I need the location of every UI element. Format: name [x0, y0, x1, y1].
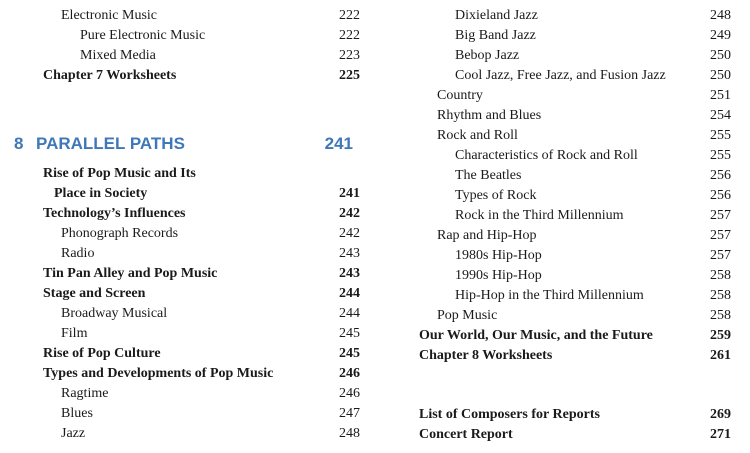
toc-entry-title: Radio [61, 246, 95, 261]
toc-entry [400, 86, 745, 106]
toc-entry-title: Pop Music [437, 308, 498, 323]
toc-entry-page: 258 [710, 308, 731, 323]
toc-entry-title: Rhythm and Blues [437, 108, 542, 123]
toc-entry [0, 6, 360, 26]
toc-entry [0, 344, 360, 364]
toc-entry-title: Hip-Hop in the Third Millennium [455, 288, 644, 303]
toc-entry-title: Types of Rock [455, 188, 537, 203]
toc-entry [0, 26, 360, 46]
toc-entry [400, 266, 745, 286]
chapter-title: PARALLEL PATHS [36, 134, 185, 153]
chapter-number: 8 [14, 134, 24, 153]
toc-entry [0, 164, 360, 184]
toc-entry-page: 249 [710, 28, 731, 43]
toc-entry [400, 146, 745, 166]
toc-entry [0, 384, 360, 404]
toc-entry [0, 324, 360, 344]
toc-entry-title: Rock in the Third Millennium [455, 208, 624, 223]
toc-entry-page: 248 [710, 8, 731, 23]
toc-entry-title: Concert Report [419, 427, 513, 442]
toc-entry [0, 46, 360, 66]
toc-entry-title: List of Composers for Reports [419, 407, 600, 422]
toc-entry-page: 255 [710, 148, 731, 163]
toc-entry [0, 424, 360, 444]
toc-entry-title: Phonograph Records [61, 226, 179, 241]
toc-entry-page: 257 [710, 228, 731, 243]
toc-entry [0, 264, 360, 284]
toc-entry-title: Cool Jazz, Free Jazz, and Fusion Jazz [455, 68, 666, 83]
toc-entry-page: 261 [710, 348, 731, 363]
chapter-heading [14, 131, 353, 157]
toc-entry [400, 425, 745, 445]
toc-entry-title: Country [437, 88, 483, 103]
toc-entry-title: Characteristics of Rock and Roll [455, 148, 638, 163]
toc-entry-page: 242 [339, 226, 360, 241]
toc-entry-page: 222 [339, 28, 360, 43]
toc-entry [400, 186, 745, 206]
toc-entry-page: 256 [710, 168, 731, 183]
toc-entry-page: 258 [710, 288, 731, 303]
toc-entry [400, 346, 745, 366]
toc-entry-title: Broadway Musical [61, 306, 168, 321]
toc-entry [0, 66, 360, 86]
toc-entry-page: 241 [339, 186, 360, 201]
toc-entry [0, 304, 360, 324]
toc-entry [400, 66, 745, 86]
toc-entry-title: Dixieland Jazz [455, 8, 538, 23]
toc-entry-page: 244 [339, 306, 360, 321]
toc-entry [400, 246, 745, 266]
toc-entry-page: 225 [339, 68, 360, 83]
toc-entry-title: Rise of Pop Culture [43, 346, 161, 361]
toc-entry [0, 244, 360, 264]
toc-entry-title: Place in Society [54, 186, 148, 201]
toc-entry [400, 106, 745, 126]
toc-entry-page: 271 [710, 427, 731, 442]
toc-entry-page: 246 [339, 386, 360, 401]
toc-entry-title: Bebop Jazz [455, 48, 520, 63]
toc-entry [400, 286, 745, 306]
toc-entry-title: Chapter 7 Worksheets [43, 68, 177, 83]
toc-entry-title: Jazz [61, 426, 86, 441]
toc-entry-page: 245 [339, 346, 360, 361]
toc-entry-title: Rise of Pop Music and Its [43, 166, 196, 181]
toc-entry [0, 404, 360, 424]
toc-entry-page: 246 [339, 366, 360, 381]
toc-entry [400, 226, 745, 246]
toc-entry [400, 26, 745, 46]
toc-entry-title: Mixed Media [80, 48, 156, 63]
toc-entry [400, 306, 745, 326]
toc-entry-page: 247 [339, 406, 360, 421]
toc-entry-title: Big Band Jazz [455, 28, 536, 43]
toc-entry-title: Chapter 8 Worksheets [419, 348, 553, 363]
chapter-page: 241 [324, 134, 353, 153]
toc-entry-page: 250 [710, 68, 731, 83]
toc-entry-title: Stage and Screen [43, 286, 146, 301]
toc-entry-page: 248 [339, 426, 360, 441]
toc-entry [400, 126, 745, 146]
toc-entry-page: 242 [339, 206, 360, 221]
toc-entry [400, 326, 745, 346]
toc-entry-title: Film [61, 326, 88, 341]
toc-entry-page: 243 [339, 266, 360, 281]
toc-entry-page: 257 [710, 248, 731, 263]
toc-entry [400, 46, 745, 66]
toc-entry [0, 364, 360, 384]
toc-entry-page: 223 [339, 48, 360, 63]
toc-entry-page: 256 [710, 188, 731, 203]
toc-entry-page: 254 [710, 108, 731, 123]
toc-entry-title: Our World, Our Music, and the Future [419, 328, 653, 343]
toc-entry-page: 222 [339, 8, 360, 23]
toc-entry-page: 250 [710, 48, 731, 63]
toc-entry-title: Pure Electronic Music [80, 28, 206, 43]
toc-entry-page: 258 [710, 268, 731, 283]
toc-entry [400, 166, 745, 186]
toc-entry-page: 243 [339, 246, 360, 261]
toc-entry [400, 6, 745, 26]
toc-entry-title: Technology’s Influences [43, 206, 186, 221]
toc-entry-page: 269 [710, 407, 731, 422]
toc-entry [0, 224, 360, 244]
toc-entry [0, 204, 360, 224]
toc-entry-page: 259 [710, 328, 731, 343]
toc-entry-page: 251 [710, 88, 731, 103]
toc-entry-title: Blues [61, 406, 93, 421]
toc-entry [0, 284, 360, 304]
toc-entry-title: 1980s Hip-Hop [455, 248, 542, 263]
toc-entry-page: 257 [710, 208, 731, 223]
toc-entry [0, 184, 360, 204]
toc-entry-title: Types and Developments of Pop Music [43, 366, 274, 381]
toc-entry-title: Ragtime [61, 386, 109, 401]
toc-entry-title: The Beatles [455, 168, 522, 183]
toc-entry-title: Rock and Roll [437, 128, 518, 143]
toc-entry-page: 244 [339, 286, 360, 301]
toc-entry [400, 206, 745, 226]
toc-entry [400, 405, 745, 425]
toc-entry-page: 255 [710, 128, 731, 143]
toc-entry-title: 1990s Hip-Hop [455, 268, 542, 283]
toc-entry-title: Tin Pan Alley and Pop Music [43, 266, 218, 281]
toc-entry-title: Rap and Hip-Hop [437, 228, 537, 243]
toc-entry-page: 245 [339, 326, 360, 341]
toc-entry-title: Electronic Music [61, 8, 158, 23]
